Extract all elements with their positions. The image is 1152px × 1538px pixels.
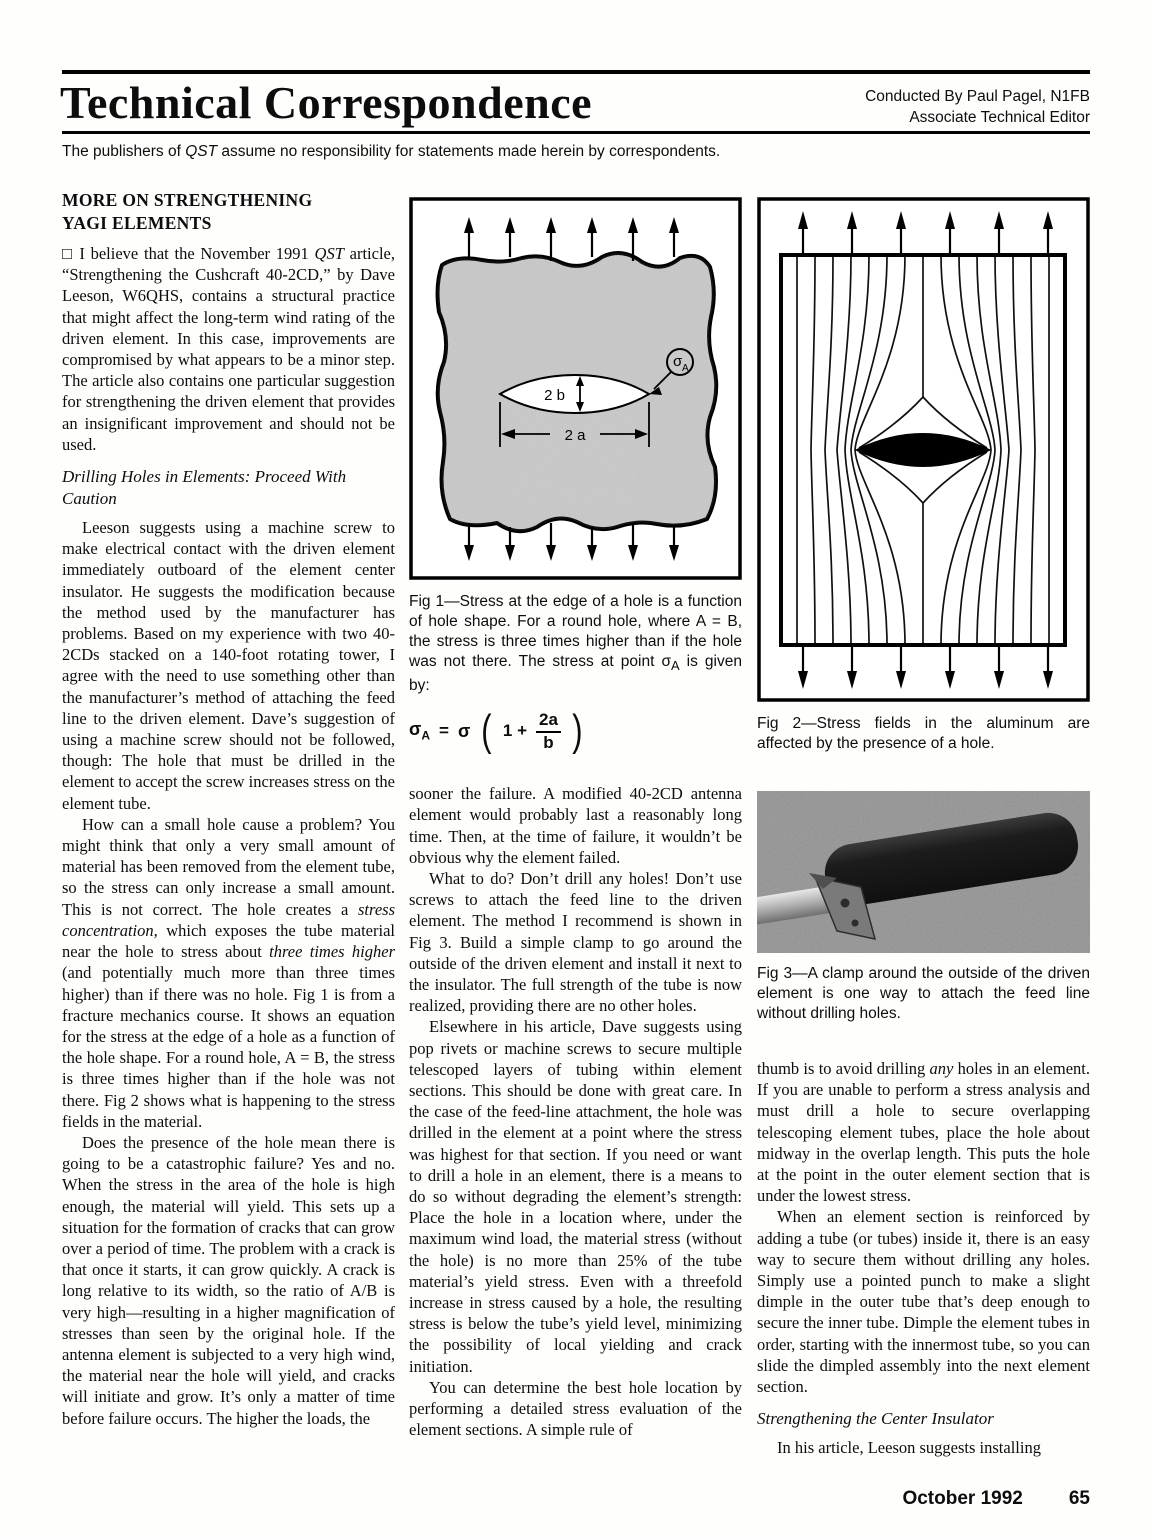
paragraph: When an element section is reinforced by adding a tube (or tubes) inside it, there is an easy way to secure them without drilling any holes. Simply use a pointed punch to make a slight dimple in the outer tube that’s deep enough to secure the inner tube. Dimple the element tubes in order, starting with the innermost tube, so you can slide the dimpled assembly into the next element section. bbox=[757, 1207, 1090, 1397]
paragraph: You can determine the best hole location by performing a detailed stress evaluation of the element sections. A simple rule of bbox=[409, 1377, 742, 1440]
conducted-by: Conducted By Paul Pagel, N1FB bbox=[865, 88, 1090, 105]
fig2-caption: Fig 2—Stress fields in the aluminum are affected by the presence of a hole. bbox=[757, 715, 1090, 752]
fraction-denominator: b bbox=[543, 732, 554, 752]
section-subhead: Strengthening the Center Insulator bbox=[757, 1409, 994, 1429]
sigma-label: σ bbox=[673, 353, 683, 370]
equation-rhs-sigma: σ bbox=[457, 720, 471, 741]
disclaimer-text: The publishers of QST assume no responsibility for statements made herein by correspondents. bbox=[62, 143, 721, 160]
column-2 bbox=[409, 187, 742, 1440]
column-2-text bbox=[409, 783, 742, 1440]
close-paren: ) bbox=[572, 706, 583, 756]
dimension-label-2a: 2 a bbox=[564, 427, 586, 444]
paragraph: What to do? Don’t drill any holes! Don’t use screws to attach the feed line to the driven element. The method I recommend is shown in Fig 3. Build a simple clamp to go around the outside of the driven element and install it next to the insulator. The full strength of the tube is now realized, providing there are no other holes. bbox=[409, 868, 742, 1016]
page-number: 65 bbox=[1068, 1488, 1090, 1509]
paragraph: In his article, Leeson suggests installing bbox=[777, 1438, 1041, 1458]
article-heading-line2: YAGI ELEMENTS bbox=[62, 213, 212, 233]
dimension-label-2b: 2 b bbox=[544, 387, 565, 404]
page-title: Technical Correspondence bbox=[60, 77, 593, 128]
figure-3 bbox=[757, 791, 1090, 1024]
article-heading bbox=[62, 189, 395, 235]
equation-lhs: $\sigma_A$ bbox=[409, 719, 430, 743]
fig1-equation bbox=[409, 706, 742, 756]
column-3-text bbox=[757, 1058, 1090, 1458]
fig3-caption: Fig 3—A clamp around the outside of the driven element is one way to attach the feed line without drilling holes. bbox=[757, 965, 1090, 1022]
header-byline bbox=[865, 86, 1090, 128]
fig2-stress-field-diagram bbox=[757, 197, 1090, 702]
fig1-caption: Fig 1—Stress at the edge of a hole is a function of hole shape. For a round hole, where A = B, the stress is three times higher than if the hole was not there. The stress at point $\sigma_A$ is given by: bbox=[409, 593, 742, 695]
editor-role: Associate Technical Editor bbox=[909, 109, 1090, 126]
open-paren: ( bbox=[481, 706, 492, 756]
fig1-hole-stress-diagram bbox=[409, 197, 742, 580]
page-footer bbox=[757, 1488, 1090, 1510]
issue-date: October 1992 bbox=[902, 1488, 1023, 1509]
paragraph: sooner the failure. A modified 40-2CD antenna element would probably last a reasonably long time. Then, at the time of failure, it wouldn’t be obvious why the element failed. bbox=[409, 784, 742, 867]
fig3-clamp-photo bbox=[757, 791, 1090, 953]
figure-2 bbox=[757, 197, 1090, 754]
sigma-label-sub: A bbox=[682, 363, 689, 374]
paragraph: □ I believe that the November 1991 QST article, “Strengthening the Cushcraft 40-2CD,” by Dave Leeson, W6QHS, contains a structural practice that might affect the long-term wind rating of the driven element. In this case, improvements are compromised by what appears to be a minor step. The article also contains one particular suggestion for strengthening the driven element that provides an insignificant improvement and should not be used. bbox=[62, 244, 395, 454]
top-rule bbox=[62, 70, 1090, 74]
section-subhead: Drilling Holes in Elements: Proceed With Caution bbox=[62, 467, 347, 509]
equation-equals: = bbox=[439, 721, 449, 741]
paragraph: How can a small hole cause a problem? You might think that only a very small amount of material has been removed from the element tube, so the stress can only increase a small amount. This is not correct. The hole creates a stress concentration, which exposes the tube material near the hole to stress about three times higher (and potentially much more than three times higher) than if there was no hole. Fig 1 is from a fracture mechanics course. It shows an equation for the stress at the edge of a hole as a function of the hole shape. For a round hole, A = B, the stress is three times higher than if the hole was not there. Fig 2 shows what is happening to the stress fields in the material. bbox=[62, 814, 395, 1131]
article-heading-line1: MORE ON STRENGTHENING bbox=[62, 190, 313, 210]
equation-fraction bbox=[536, 710, 561, 752]
paragraph: Elsewhere in his article, Dave suggests using pop rivets or machine screws to secure multiple telescoped layers of tubing within element sections. This should be done with great care. In the case of the feed-line attachment, the hole was drilled in the element at a point where the stress was highest for that section. If you need or want to drill a hole in an element, there is a means to do so without degrading the element’s strength: Place the hole in a location where, under the maximum wind load, the material stress (without the hole) is no more than 25% of the tube material’s yield stress. Even with a threefold increase in stress caused by a hole, the resulting stress is below the tube’s yield level, minimizing the possibility of local yielding and crack initiation. bbox=[409, 1017, 742, 1376]
figure-1 bbox=[409, 197, 742, 696]
paragraph: Does the presence of the hole mean there is going to be a catastrophic failure? Yes and no. When the stress in the area of the hole is high enough, the material will yield. This sets up a situation for the formation of cracks that can grow over a period of time. The problem with a crack is that once it starts, it can grow quickly. A crack is long relative to its width, so the ratio of A/B is very high—resulting in a higher magnification of stresses than seen by the original hole. If the antenna element is subjected to a very high wind, the material near the hole will yield, and cracks will initiate and grow. It’s only a matter of time before failure occurs. The higher the loads, the bbox=[62, 1132, 395, 1428]
equation-one-plus: 1 + bbox=[502, 721, 528, 741]
header-rule bbox=[62, 131, 1090, 134]
column-1 bbox=[62, 187, 395, 1429]
column-3 bbox=[757, 187, 1090, 1458]
paragraph: thumb is to avoid drilling any holes in an element. If you are unable to perform a stress analysis and must drill a hole to secure overlapping telescoping element tubes, place the hole about midway in the overlap length. This puts the hole at the point in the outer element section that is under the lowest stress. bbox=[757, 1059, 1090, 1206]
fraction-numerator: 2a bbox=[536, 710, 561, 733]
paragraph: Leeson suggests using a machine screw to make electrical contact with the driven element immediately outboard of the element center insulator. He suggests the modification because the method used by the manufacturer has problems. Based on my experience with two 40-2CDs stacked on a 140-foot rotating tower, I agree with the need to use something other than the manufacturer’s method of attaching the feed line to the driven element. Dave’s suggestion of using a machine screw should not be followed, though: The hole that must be drilled in the element to accept the screw increases stress on the element tube. bbox=[62, 518, 395, 813]
